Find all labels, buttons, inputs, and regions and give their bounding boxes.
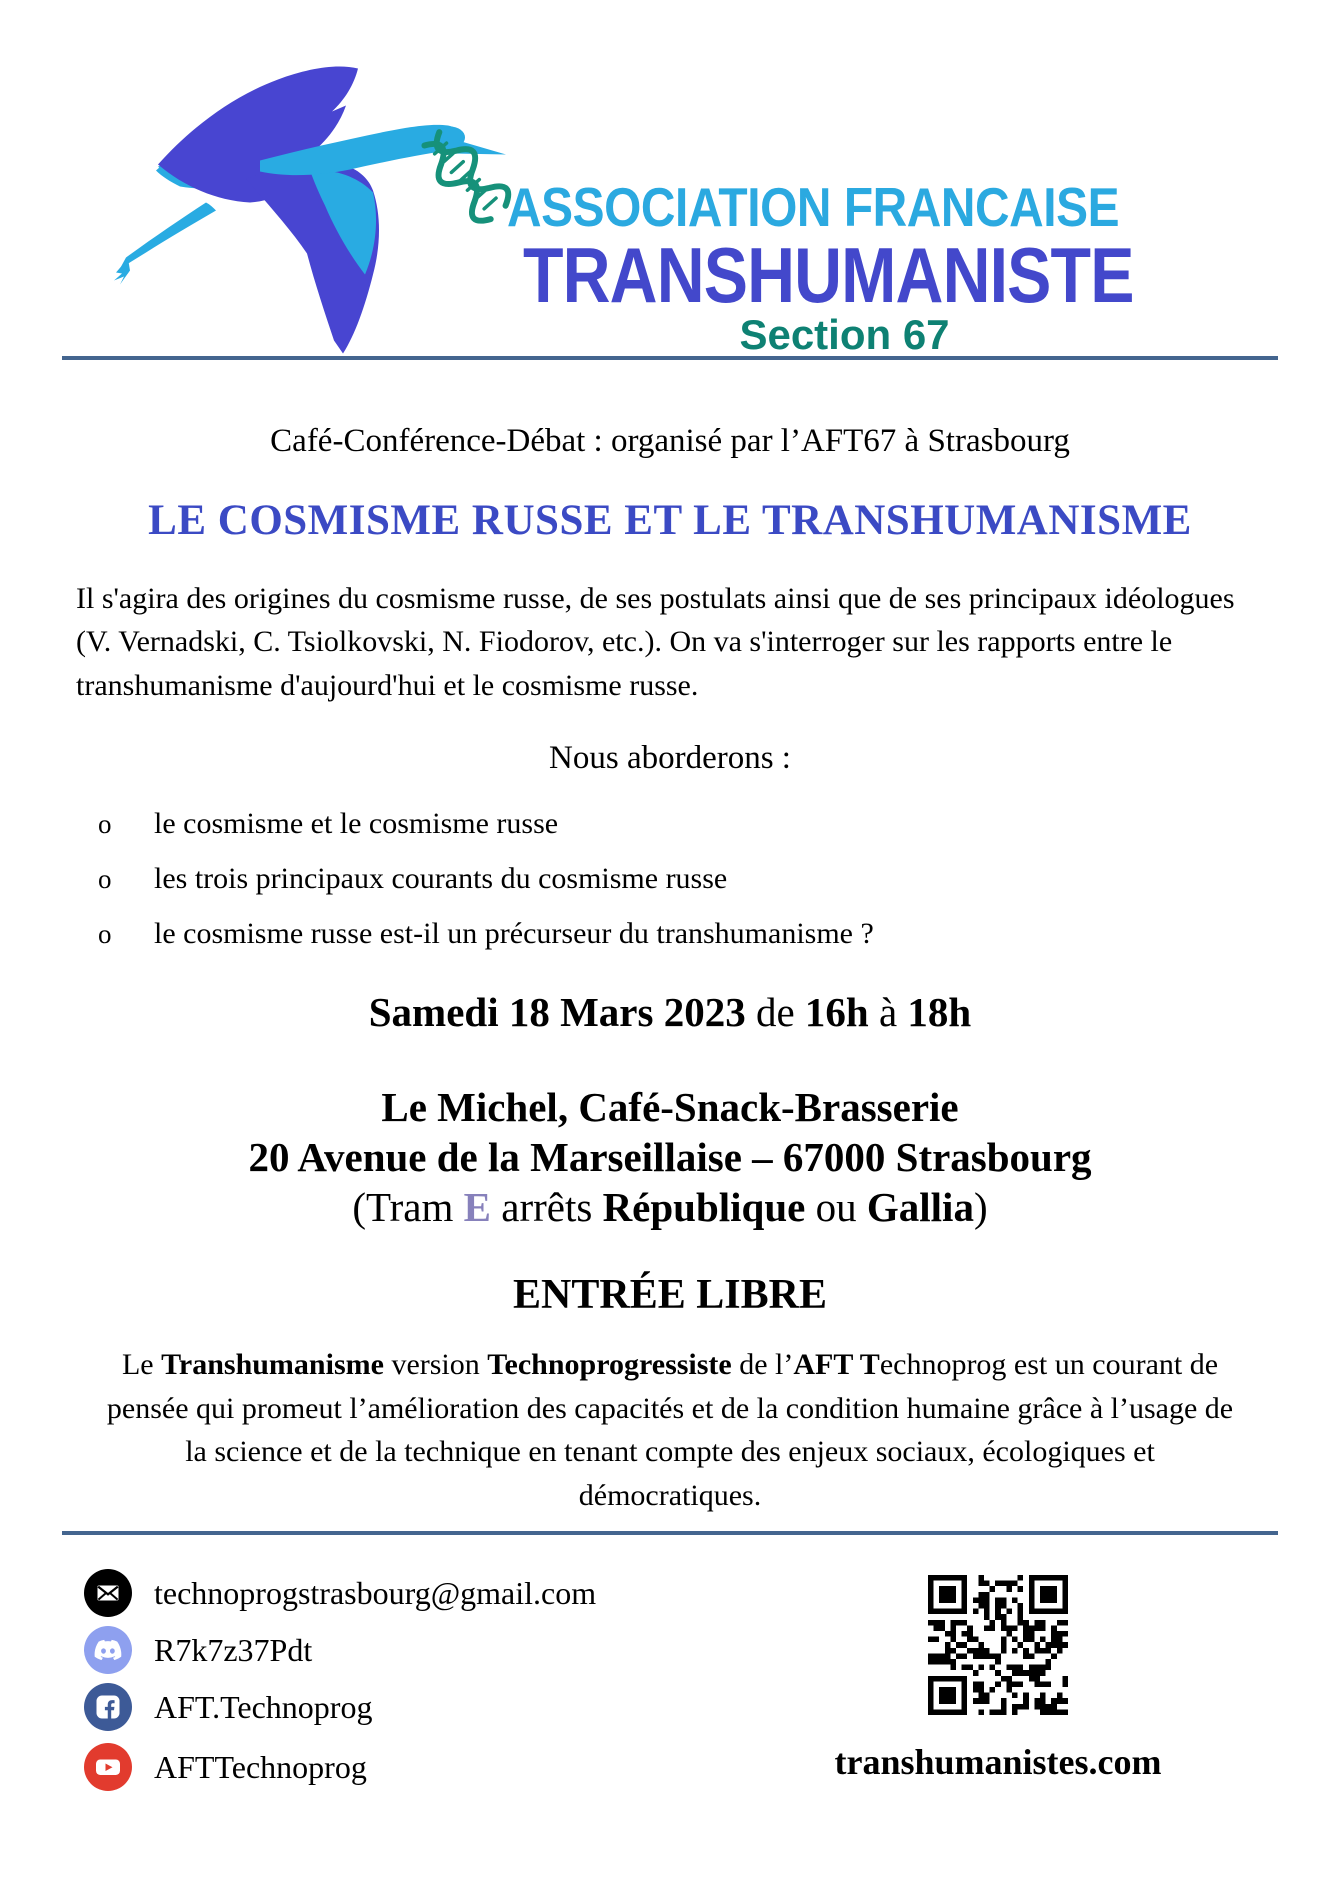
end-time: 18h	[907, 989, 972, 1036]
event-title: LE COSMISME RUSSE ET LE TRANSHUMANISME	[148, 496, 1192, 544]
about-text: Le	[121, 1348, 162, 1382]
header	[0, 0, 1340, 356]
stork-dna-logo	[112, 52, 512, 358]
event-date: Samedi 18 Mars 2023	[368, 989, 746, 1036]
bullet-marker: o	[98, 919, 112, 950]
tram-mid: arrêts	[491, 1184, 603, 1231]
logo-section-67: Section 67	[739, 311, 950, 358]
about-text: version	[383, 1348, 488, 1382]
contact-facebook-handle: AFT.Technoprog	[154, 1688, 373, 1725]
free-entry-label: ENTRÉE LIBRE	[513, 1272, 827, 1319]
agenda-item-text: le cosmisme et le cosmisme russe	[154, 807, 559, 841]
divider-bottom	[62, 1531, 1278, 1535]
qr-code	[928, 1575, 1068, 1715]
event-description: Il s'agira des origines du cosmisme russe, de ses postulats ainsi que de ses principaux idéologues (V. Vernadski, C. Tsiolkovski, N. Fiodorov, etc.). On va s'interroger sur les rapports entre le transhumanisme d'aujourd'hui et le cosmisme russe.	[76, 581, 1235, 702]
website-url: transhumanistes.com	[834, 1742, 1162, 1783]
list-item	[0, 804, 1340, 843]
about-text: de l’	[731, 1348, 794, 1382]
start-time: 16h	[804, 989, 869, 1036]
contact-list	[62, 1569, 828, 1800]
tram-stop-2: Gallia	[866, 1184, 974, 1231]
contact-discord-code: R7k7z37Pdt	[154, 1631, 313, 1668]
logo-association-francaise: ASSOCIATION FRANCAISE	[507, 176, 1120, 238]
discord-icon	[84, 1626, 132, 1674]
email-icon	[84, 1569, 132, 1617]
datetime-separator: à	[868, 989, 908, 1036]
tram-prefix: (Tram	[352, 1184, 464, 1231]
contact-row-discord	[84, 1626, 828, 1674]
contact-row-youtube	[84, 1743, 828, 1791]
facebook-icon	[84, 1683, 132, 1731]
venue-name: Le Michel, Café-Snack-Brasserie	[381, 1084, 959, 1131]
bullet-marker: o	[98, 809, 112, 840]
venue-address: 20 Avenue de la Marseillaise – 67000 Strasbourg	[248, 1134, 1092, 1181]
agenda-item-text: les trois principaux courants du cosmisme russe	[154, 862, 728, 896]
tram-stop-1: République	[602, 1184, 806, 1231]
contact-email-address: technoprogstrasbourg@gmail.com	[154, 1574, 597, 1611]
bullet-marker: o	[98, 864, 112, 895]
contact-row-facebook	[84, 1683, 828, 1731]
list-item	[0, 859, 1340, 898]
venue-block	[0, 1082, 1340, 1232]
list-item	[0, 914, 1340, 953]
contact-row-email	[84, 1569, 828, 1617]
about-paragraph	[96, 1343, 1244, 1517]
tram-line-letter: E	[463, 1184, 491, 1231]
stork-icon	[114, 67, 506, 354]
about-text: echnoprog est un courant de pensée qui promeut l’amélioration des capacités et de la condition humaine grâce à l’usage de la science et de la technique en tenant compte des enjeux sociaux, écologiques et démocratiques.	[106, 1348, 1234, 1512]
agenda-list	[0, 804, 1340, 953]
tram-suffix: )	[973, 1184, 988, 1231]
venue-transit	[0, 1182, 1340, 1232]
event-datetime	[0, 987, 1340, 1038]
about-bold-transhumanisme: Transhumanisme	[161, 1348, 384, 1382]
qr-column	[828, 1569, 1168, 1800]
youtube-icon	[84, 1743, 132, 1791]
agenda-intro: Nous aborderons :	[549, 740, 791, 777]
datetime-separator: de	[745, 989, 805, 1036]
about-bold-aft: AFT T	[793, 1348, 880, 1382]
tram-or: ou	[805, 1184, 867, 1231]
footer	[0, 1569, 1340, 1800]
about-bold-technoprogressiste: Technoprogressiste	[487, 1348, 732, 1382]
event-kicker: Café-Conférence-Débat : organisé par l’AFT67 à Strasbourg	[270, 423, 1070, 459]
contact-youtube-handle: AFTTechnoprog	[154, 1748, 367, 1785]
agenda-item-text: le cosmisme russe est-il un précurseur du transhumanisme ?	[154, 917, 874, 951]
logo-transhumaniste: TRANSHUMANISTE	[523, 231, 1134, 319]
